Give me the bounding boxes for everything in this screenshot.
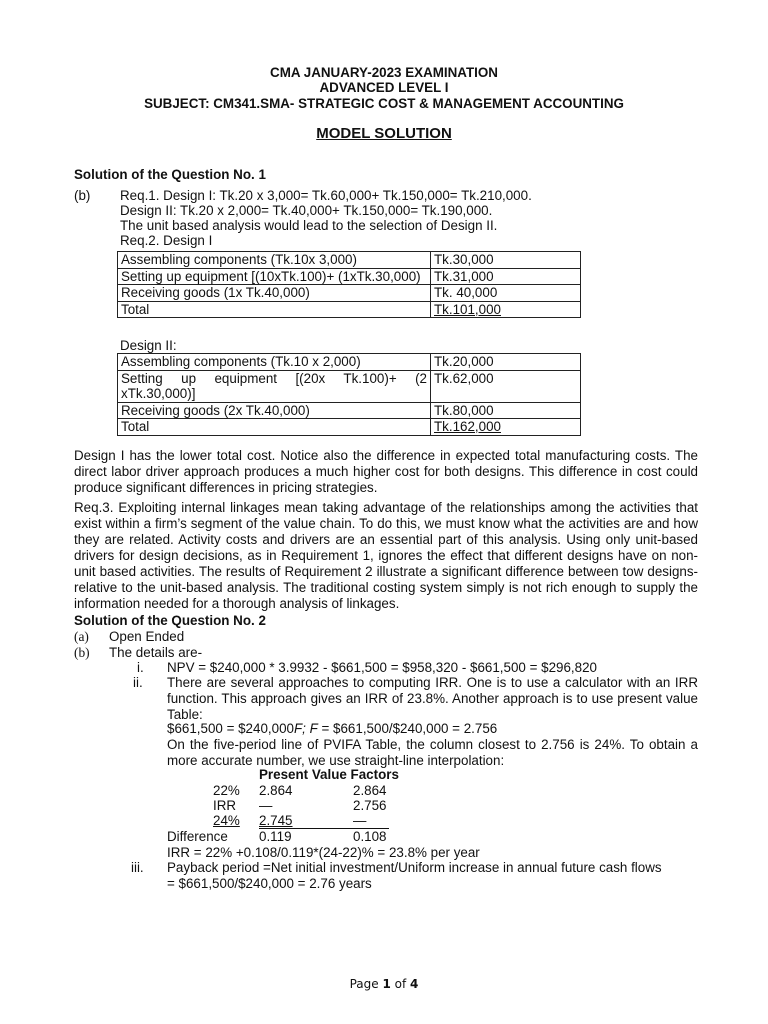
pvf-heading: Present Value Factors: [259, 767, 399, 782]
table-cell: Tk.20,000: [431, 354, 581, 371]
table-row: [118, 301, 581, 318]
design1-table: [117, 251, 581, 318]
difference-value: 0.119: [259, 829, 292, 844]
equation-part: $661,500 = $240,000: [167, 721, 294, 736]
pvf-rate: 24%: [213, 813, 240, 828]
table-cell: Total: [118, 419, 431, 436]
table-row: [118, 354, 581, 371]
q1-b-label: (b): [74, 188, 91, 203]
table-cell: Setting up equipment [(20x Tk.100)+ (2 xTk.30,000)]: [118, 370, 431, 402]
q2-a-text: Open Ended: [109, 629, 185, 644]
item-ii-text: There are several approaches to computing IRR. One is to use a calculator with an IRR function. This approach gives an IRR of 23.8%. Another approach is to use present value Table:: [167, 675, 698, 722]
design2-label: Design II:: [120, 338, 177, 353]
req1-line2: Design II: Tk.20 x 2,000= Tk.40,000+ Tk.150,000= Tk.190,000.: [120, 203, 493, 218]
design2-table: [117, 353, 581, 436]
item-iii-line2: = $661,500/$240,000 = 2.76 years: [167, 876, 372, 891]
subject-title: SUBJECT: CM341.SMA- STRATEGIC COST & MANAGEMENT ACCOUNTING: [144, 96, 624, 111]
table-cell: [431, 301, 581, 318]
difference-label: Difference: [167, 829, 228, 844]
q2-a-label: (a): [74, 629, 89, 644]
table-cell: Tk.30,000: [431, 252, 581, 269]
table-cell: Receiving goods (1x Tk.40,000): [118, 285, 431, 302]
level-title: ADVANCED LEVEL I: [319, 80, 449, 95]
table-cell: Tk.31,000: [431, 268, 581, 285]
pvf-value: —: [353, 813, 367, 828]
q1-heading: Solution of the Question No. 1: [74, 167, 266, 182]
page-number: [0, 976, 768, 992]
item-ii-label: ii.: [133, 675, 143, 690]
item-i-text: NPV = $240,000 * 3.9932 - $661,500 = $958,320 - $661,500 = $296,820: [167, 660, 597, 675]
equation-part: = $661,500/$240,000 = 2.756: [317, 721, 498, 736]
pvf-value: —: [259, 798, 273, 813]
page-of: of: [390, 977, 411, 991]
table-row: [118, 402, 581, 419]
item-ii-equation: [167, 721, 497, 737]
table-row: [118, 285, 581, 302]
item-i-label: i.: [137, 660, 144, 675]
pvf-value: 2.864: [259, 783, 293, 798]
q2-b-label: (b): [74, 645, 90, 660]
table-row: [118, 252, 581, 269]
table-row: [118, 268, 581, 285]
total-value: Tk.162,000: [434, 419, 501, 434]
total-value: Tk.101,000: [434, 301, 501, 317]
table-row: [118, 419, 581, 436]
table-cell: [431, 419, 581, 436]
item-ii-paragraph: On the five-period line of PVIFA Table, the column closest to 2.756 is 24%. To obtain a more accurate number, we use straight-line interpolation:: [167, 737, 698, 768]
table-cell: Setting up equipment [(10xTk.100)+ (1xTk.30,000): [118, 268, 431, 285]
page-current: 1: [382, 977, 391, 991]
item-iii-line1: Payback period =Net initial investment/Uniform increase in annual future cash flows: [167, 860, 662, 875]
page-title: MODEL SOLUTION: [316, 125, 452, 142]
item-iii-label: iii.: [131, 860, 144, 875]
equation-variable: F; F: [293, 721, 318, 736]
table-cell: Tk.80,000: [431, 402, 581, 419]
page-total: 4: [410, 977, 419, 991]
pvf-value: 2.745: [259, 813, 293, 828]
req2-label: Req.2. Design I: [120, 233, 213, 248]
pvf-value: 2.864: [353, 783, 387, 798]
table-cell: Assembling components (Tk.10x 3,000): [118, 252, 431, 269]
pvf-rate: IRR: [213, 798, 237, 813]
pvf-rate: 22%: [213, 783, 240, 798]
paragraph: Req.3. Exploiting internal linkages mean taking advantage of the relationships among the activities that exist within a firm’s segment of the value chain. To do this, we must know what the activities are and how they are related. Activity costs and drivers are an essential part of this analysis. Using only unit-based drivers for design decisions, as in Requirement 1, ignores the effect that different designs have on non-unit based activities. The results of Requirement 2 illustrate a significant difference between tow designs- relative to the unit-based analysis. The traditional costing system simply is not rich enough to supply the information needed for a thorough analysis of linkages.: [74, 500, 698, 611]
req1-line3: The unit based analysis would lead to the selection of Design II.: [120, 218, 498, 233]
irr-line: IRR = 22% +0.108/0.119*(24-22)% = 23.8% per year: [167, 845, 480, 860]
table-row: [118, 370, 581, 402]
exam-title: CMA JANUARY-2023 EXAMINATION: [270, 65, 498, 80]
difference-value: 0.108: [353, 829, 387, 844]
table-cell: Receiving goods (2x Tk.40,000): [118, 402, 431, 419]
q2-heading: Solution of the Question No. 2: [74, 613, 266, 628]
paragraph: Design I has the lower total cost. Notice also the difference in expected total manufacturing costs. The direct labor driver approach produces a much higher cost for both designs. This difference in cost could produce significant differences in pricing strategies.: [74, 448, 698, 495]
q2-b-text: The details are-: [109, 645, 203, 660]
req1-line1: Req.1. Design I: Tk.20 x 3,000= Tk.60,000+ Tk.150,000= Tk.210,000.: [120, 188, 532, 203]
table-cell: Tk.62,000: [431, 370, 581, 402]
table-cell: Total: [118, 301, 431, 318]
page-prefix: Page: [349, 977, 383, 991]
pvf-value: 2.756: [353, 798, 387, 813]
table-cell: Tk. 40,000: [431, 285, 581, 302]
table-cell: Assembling components (Tk.10 x 2,000): [118, 354, 431, 371]
